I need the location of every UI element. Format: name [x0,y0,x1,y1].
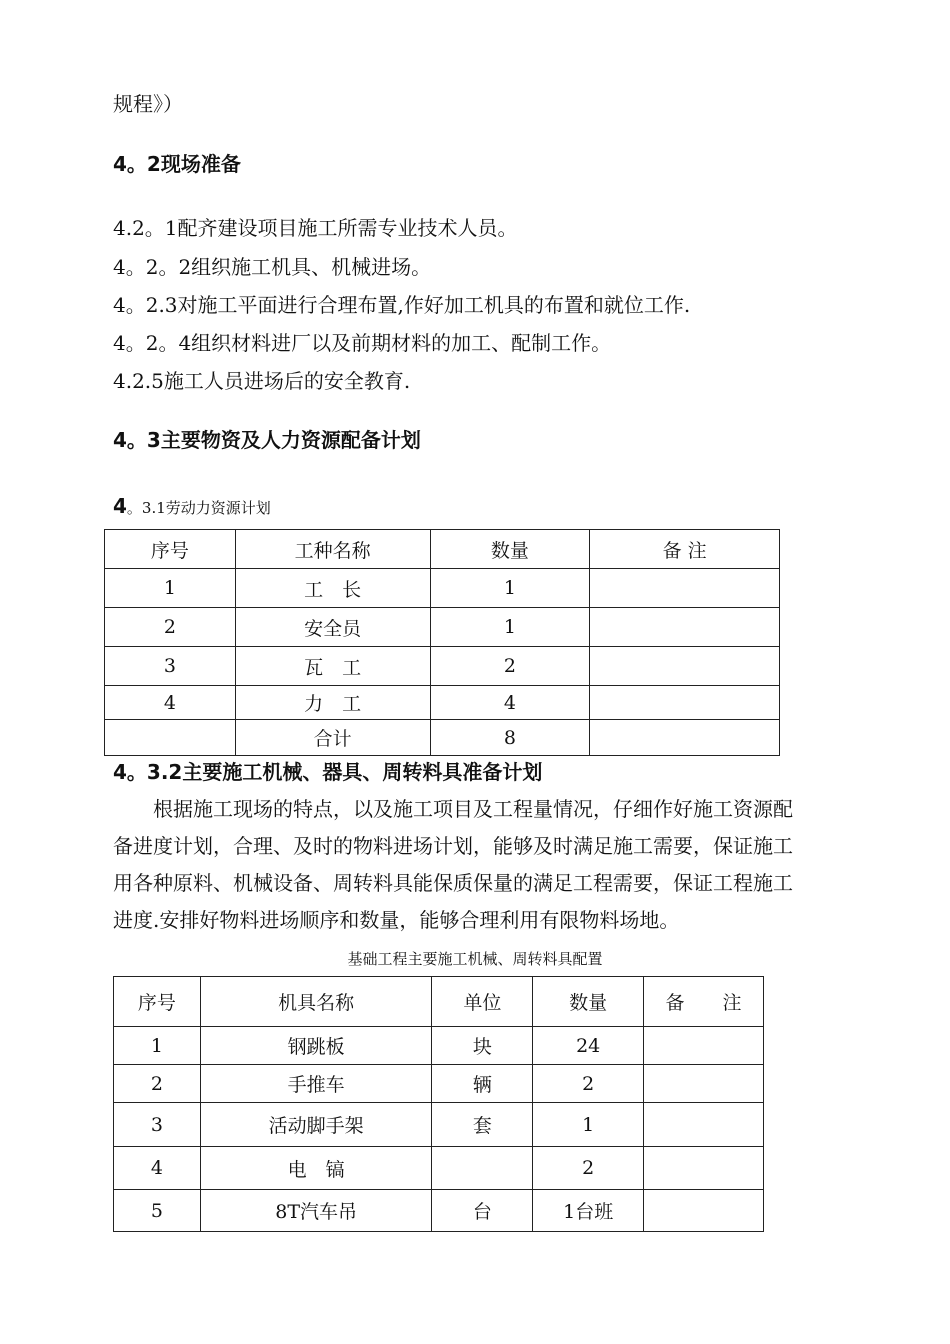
table-row [114,1065,764,1103]
table-cell [590,720,780,756]
table-cell: 电 镐 [200,1147,432,1190]
paragraph-line: 根据施工现场的特点，以及施工项目及工程量情况，仔细作好施工资源配 [113,797,793,821]
subsection-prefix: 4 [113,494,127,518]
table-row [114,1103,764,1147]
table-cell [590,569,780,608]
equipment-table-caption: 基础工程主要施工机械、周转料具配置 [347,950,603,968]
table-cell: 手推车 [200,1065,432,1103]
table-header-row [105,530,780,569]
table-header-cell: 备 注 [644,977,764,1027]
section-4-2-item: 4。2。4组织材料进厂以及前期材料的加工、配制工作。 [113,331,612,355]
table-cell: 2 [114,1065,201,1103]
table-total-row [105,720,780,756]
table-cell [432,1147,533,1190]
table-cell: 1台班 [533,1190,644,1232]
table-cell: 合计 [235,720,430,756]
table-cell: 1 [430,608,590,647]
table-header-cell: 工种名称 [235,530,430,569]
table-cell [105,720,236,756]
table-cell: 8 [430,720,590,756]
table-header-cell: 备 注 [590,530,780,569]
section-4-3-heading: 4。3主要物资及人力资源配备计划 [113,428,421,452]
section-4-2-item: 4。2。2组织施工机具、机械进场。 [113,255,432,279]
table-cell: 8T汽车吊 [200,1190,432,1232]
table-cell: 3 [114,1103,201,1147]
paragraph-line: 备进度计划，合理、及时的物料进场计划，能够及时满足施工需要，保证施工 [113,834,793,858]
labor-resource-table [104,529,780,756]
table-cell: 4 [105,686,236,720]
table-cell [644,1147,764,1190]
table-cell: 1 [105,569,236,608]
table-cell: 4 [430,686,590,720]
table-cell: 力 工 [235,686,430,720]
table-cell: 5 [114,1190,201,1232]
table-header-cell: 数量 [533,977,644,1027]
table-row [105,608,780,647]
table-header-cell: 单位 [432,977,533,1027]
table-cell [644,1103,764,1147]
section-4-2-item: 4。2.3对施工平面进行合理布置,作好加工机具的布置和就位工作. [113,293,691,317]
table-cell: 瓦 工 [235,647,430,686]
section-4-2-item: 4.2.5施工人员进场后的安全教育. [113,369,411,393]
table-row [114,1027,764,1065]
table-cell: 块 [432,1027,533,1065]
paragraph-line: 进度.安排好物料进场顺序和数量，能够合理利用有限物料场地。 [113,908,680,932]
table-cell [644,1027,764,1065]
table-cell: 安全员 [235,608,430,647]
table-cell [590,647,780,686]
table-cell [644,1065,764,1103]
paragraph-line: 用各种原料、机械设备、周转料具能保质保量的满足工程需要，保证工程施工 [113,871,793,895]
table-header-cell: 序号 [114,977,201,1027]
table-cell: 套 [432,1103,533,1147]
table-cell: 钢跳板 [200,1027,432,1065]
equipment-table [113,976,764,1232]
table-cell: 24 [533,1027,644,1065]
table-row [114,1190,764,1232]
table-header-cell: 序号 [105,530,236,569]
table-row [114,1147,764,1190]
table-cell: 1 [114,1027,201,1065]
table-cell: 2 [105,608,236,647]
table-cell: 4 [114,1147,201,1190]
table-cell [590,608,780,647]
table-row [105,647,780,686]
table-header-row [114,977,764,1027]
table-row [105,686,780,720]
body-paragraph [113,791,883,939]
table-cell [590,686,780,720]
table-cell [644,1190,764,1232]
table-cell: 活动脚手架 [200,1103,432,1147]
table-cell: 台 [432,1190,533,1232]
table-cell: 2 [533,1065,644,1103]
table-cell: 1 [430,569,590,608]
subsection-4-3-2-heading: 4。3.2主要施工机械、器具、周转料具准备计划 [113,760,543,784]
table-header-cell: 机具名称 [200,977,432,1027]
section-4-2-item: 4.2。1配齐建设项目施工所需专业技术人员。 [113,216,518,240]
table-cell: 工 长 [235,569,430,608]
table-header-cell: 数量 [430,530,590,569]
table-row [105,569,780,608]
continuation-text: 规程》） [113,92,183,116]
table-cell: 2 [533,1147,644,1190]
table-cell: 2 [430,647,590,686]
section-4-2-heading: 4。2现场准备 [113,152,241,176]
table-cell: 辆 [432,1065,533,1103]
subsection-rest: 。3.1劳动力资源计划 [126,499,271,517]
table-cell: 3 [105,647,236,686]
table-cell: 1 [533,1103,644,1147]
subsection-4-3-1-heading [113,492,271,522]
